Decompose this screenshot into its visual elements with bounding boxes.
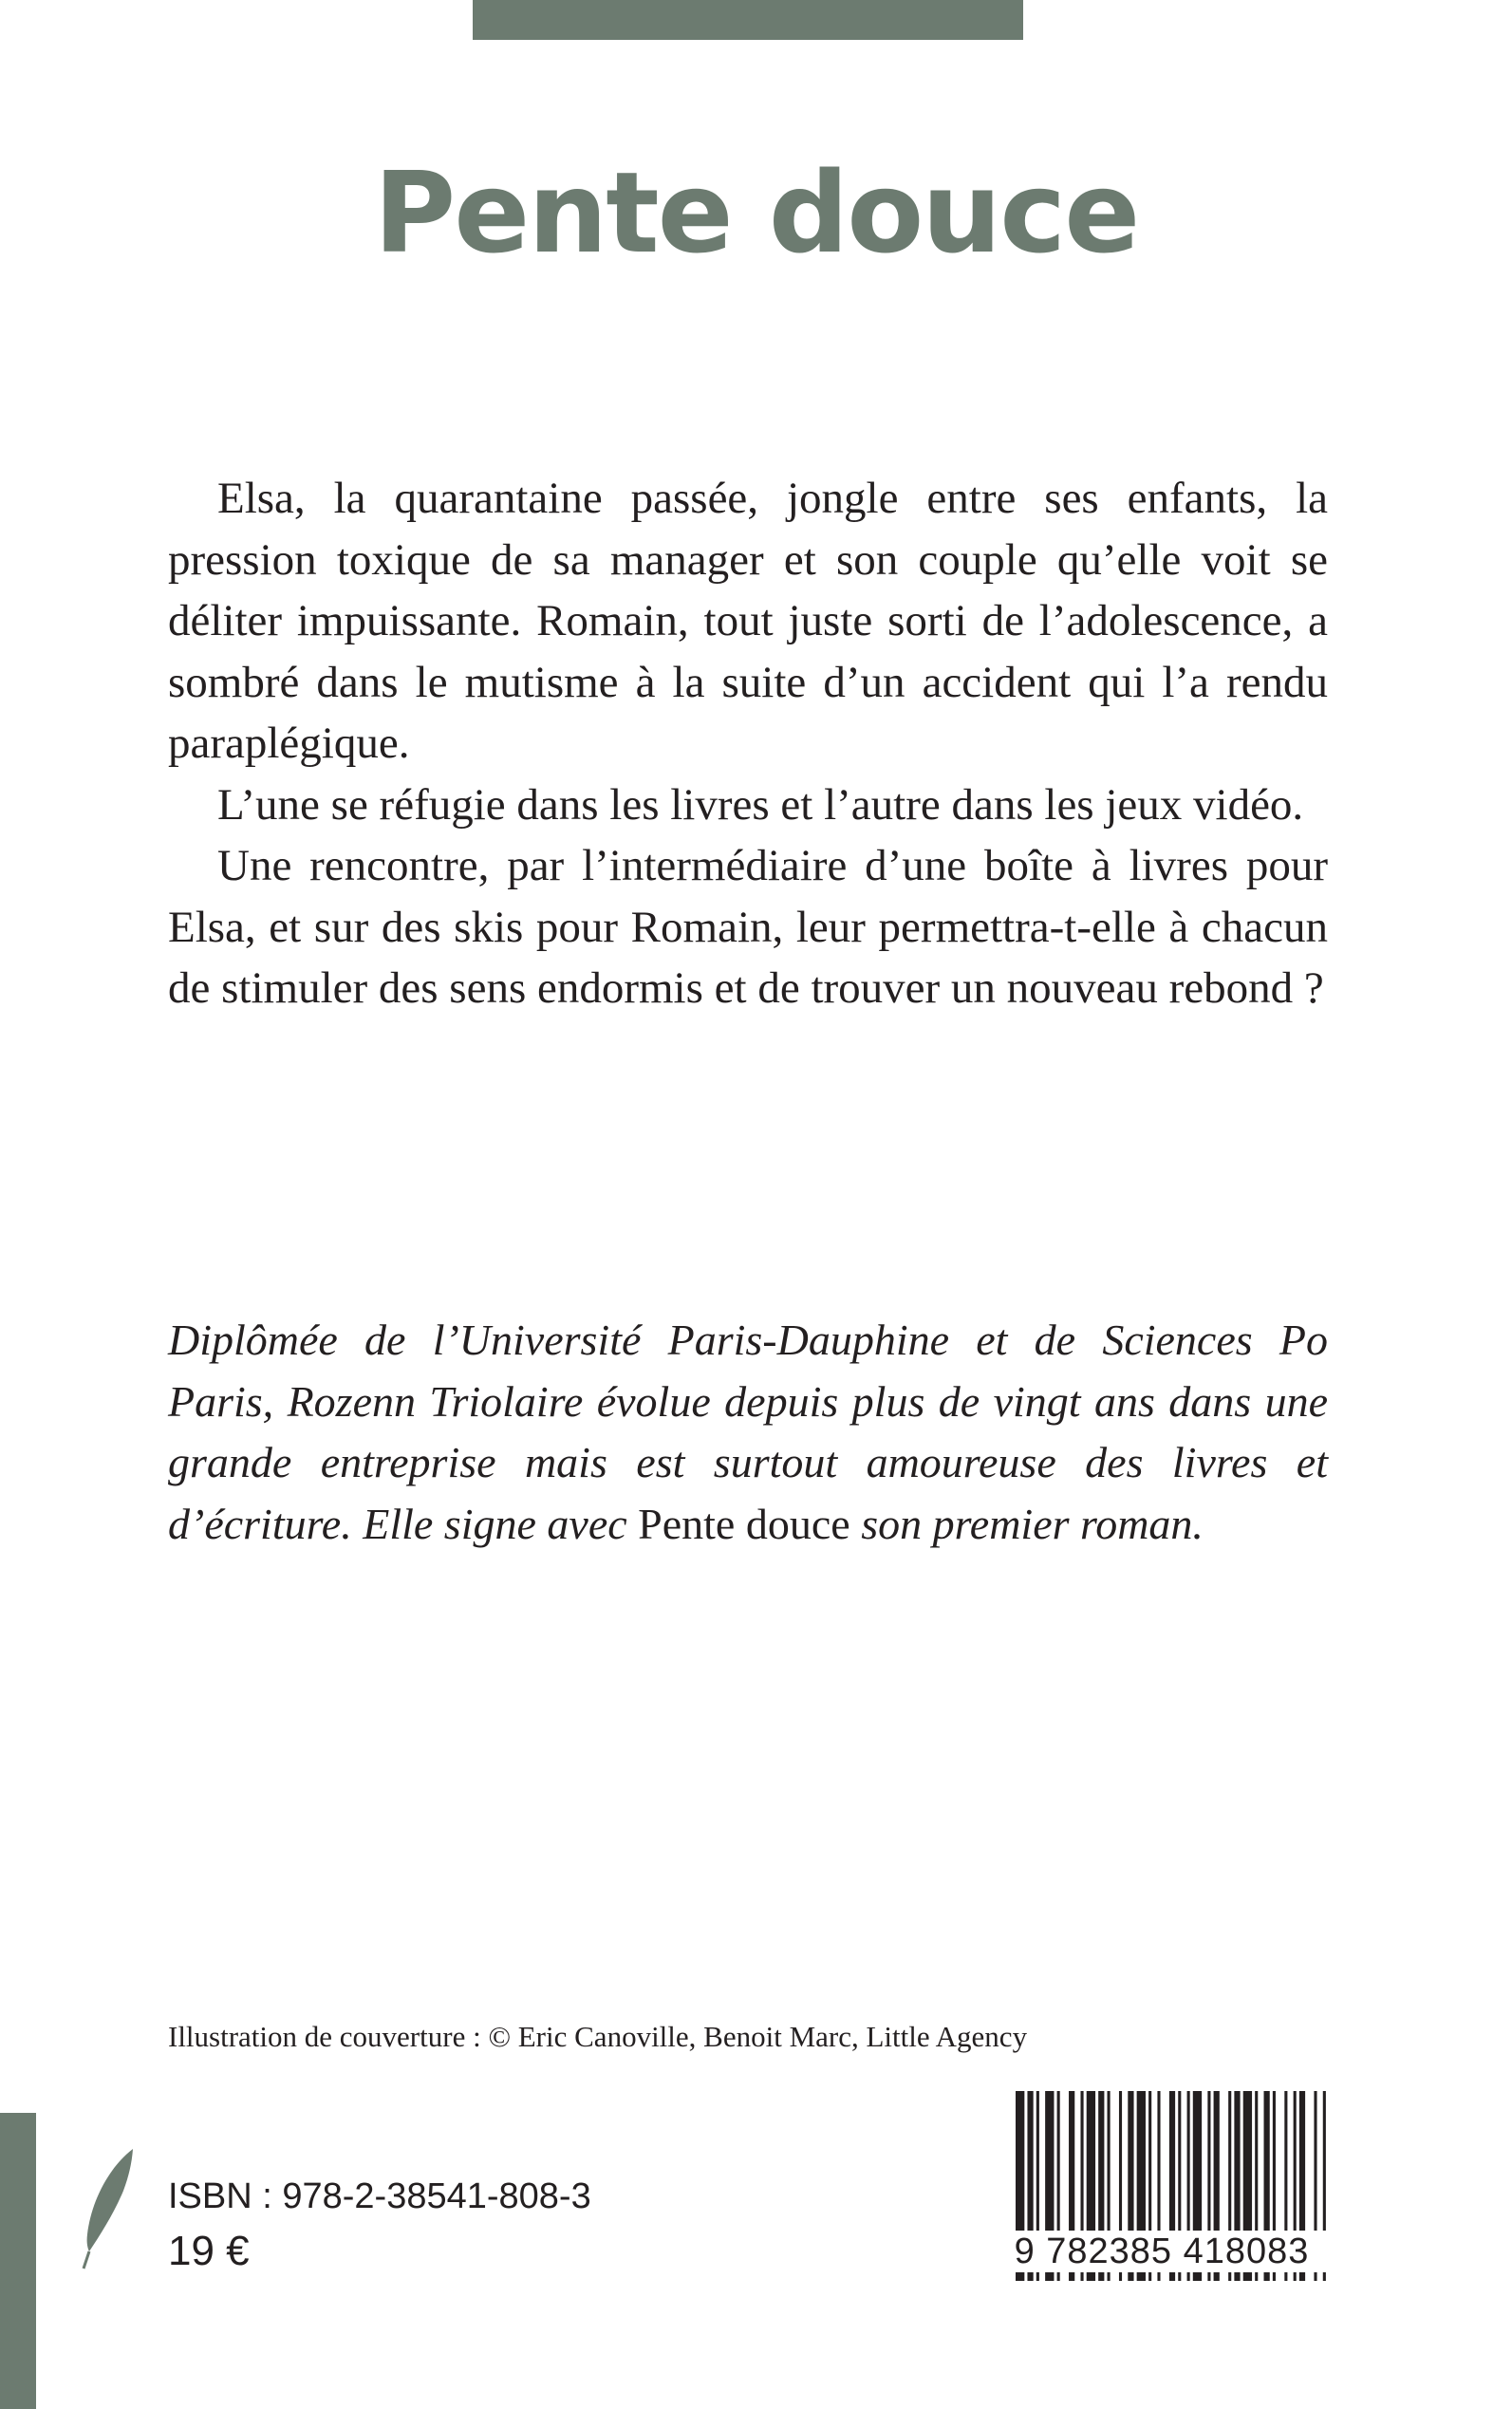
book-title: Pente douce — [373, 147, 1139, 278]
bio-book-title: Pente douce — [638, 1499, 850, 1548]
blurb-paragraph-3: Une rencontre, par l’intermédiaire d’une boîte à livres pour Elsa, et sur des skis pour Romain, leur permettra-t-elle à chacun de stimuler des sens endormis et de trouver un nouveau rebond ? — [168, 841, 1328, 1013]
blurb-paragraph-2: L’une se réfugie dans les livres et l’autre dans les jeux vidéo. — [217, 779, 1304, 830]
isbn: ISBN : 978-2-38541-808-3 — [168, 2176, 591, 2216]
author-bio — [168, 1310, 1328, 1555]
bio-text-after: son premier roman. — [849, 1499, 1204, 1548]
author-bio-text — [168, 1310, 1328, 1555]
blurb-paragraph-1: Elsa, la quarantaine passée, jongle entre ses enfants, la pression toxique de sa manager et son couple qu’elle voit se déliter impuissante. Romain, tout juste sorti de l’adolescence, a sombré dans le mutisme à la suite d’un accident qui l’a rendu paraplégique. — [168, 474, 1328, 768]
feather-icon — [80, 2147, 137, 2270]
bio-text-before: Diplômée de l’Université Paris-Dauphine et de Sciences Po Paris, Rozenn Triolaire évolue depuis plus de vingt ans dans une grande entreprise mais est surtout amoureuse des livres et d’écriture. Elle signe avec — [168, 1316, 1328, 1548]
top-accent-bar — [473, 0, 1023, 40]
book-blurb — [168, 468, 1328, 1019]
illustration-credit: Illustration de couverture : © Eric Canoville, Benoit Marc, Little Agency — [168, 2020, 1028, 2053]
barcode-number: 9 782385 418083 — [995, 2231, 1329, 2272]
price: 19 € — [168, 2228, 250, 2274]
side-accent-bar — [0, 2113, 36, 2409]
